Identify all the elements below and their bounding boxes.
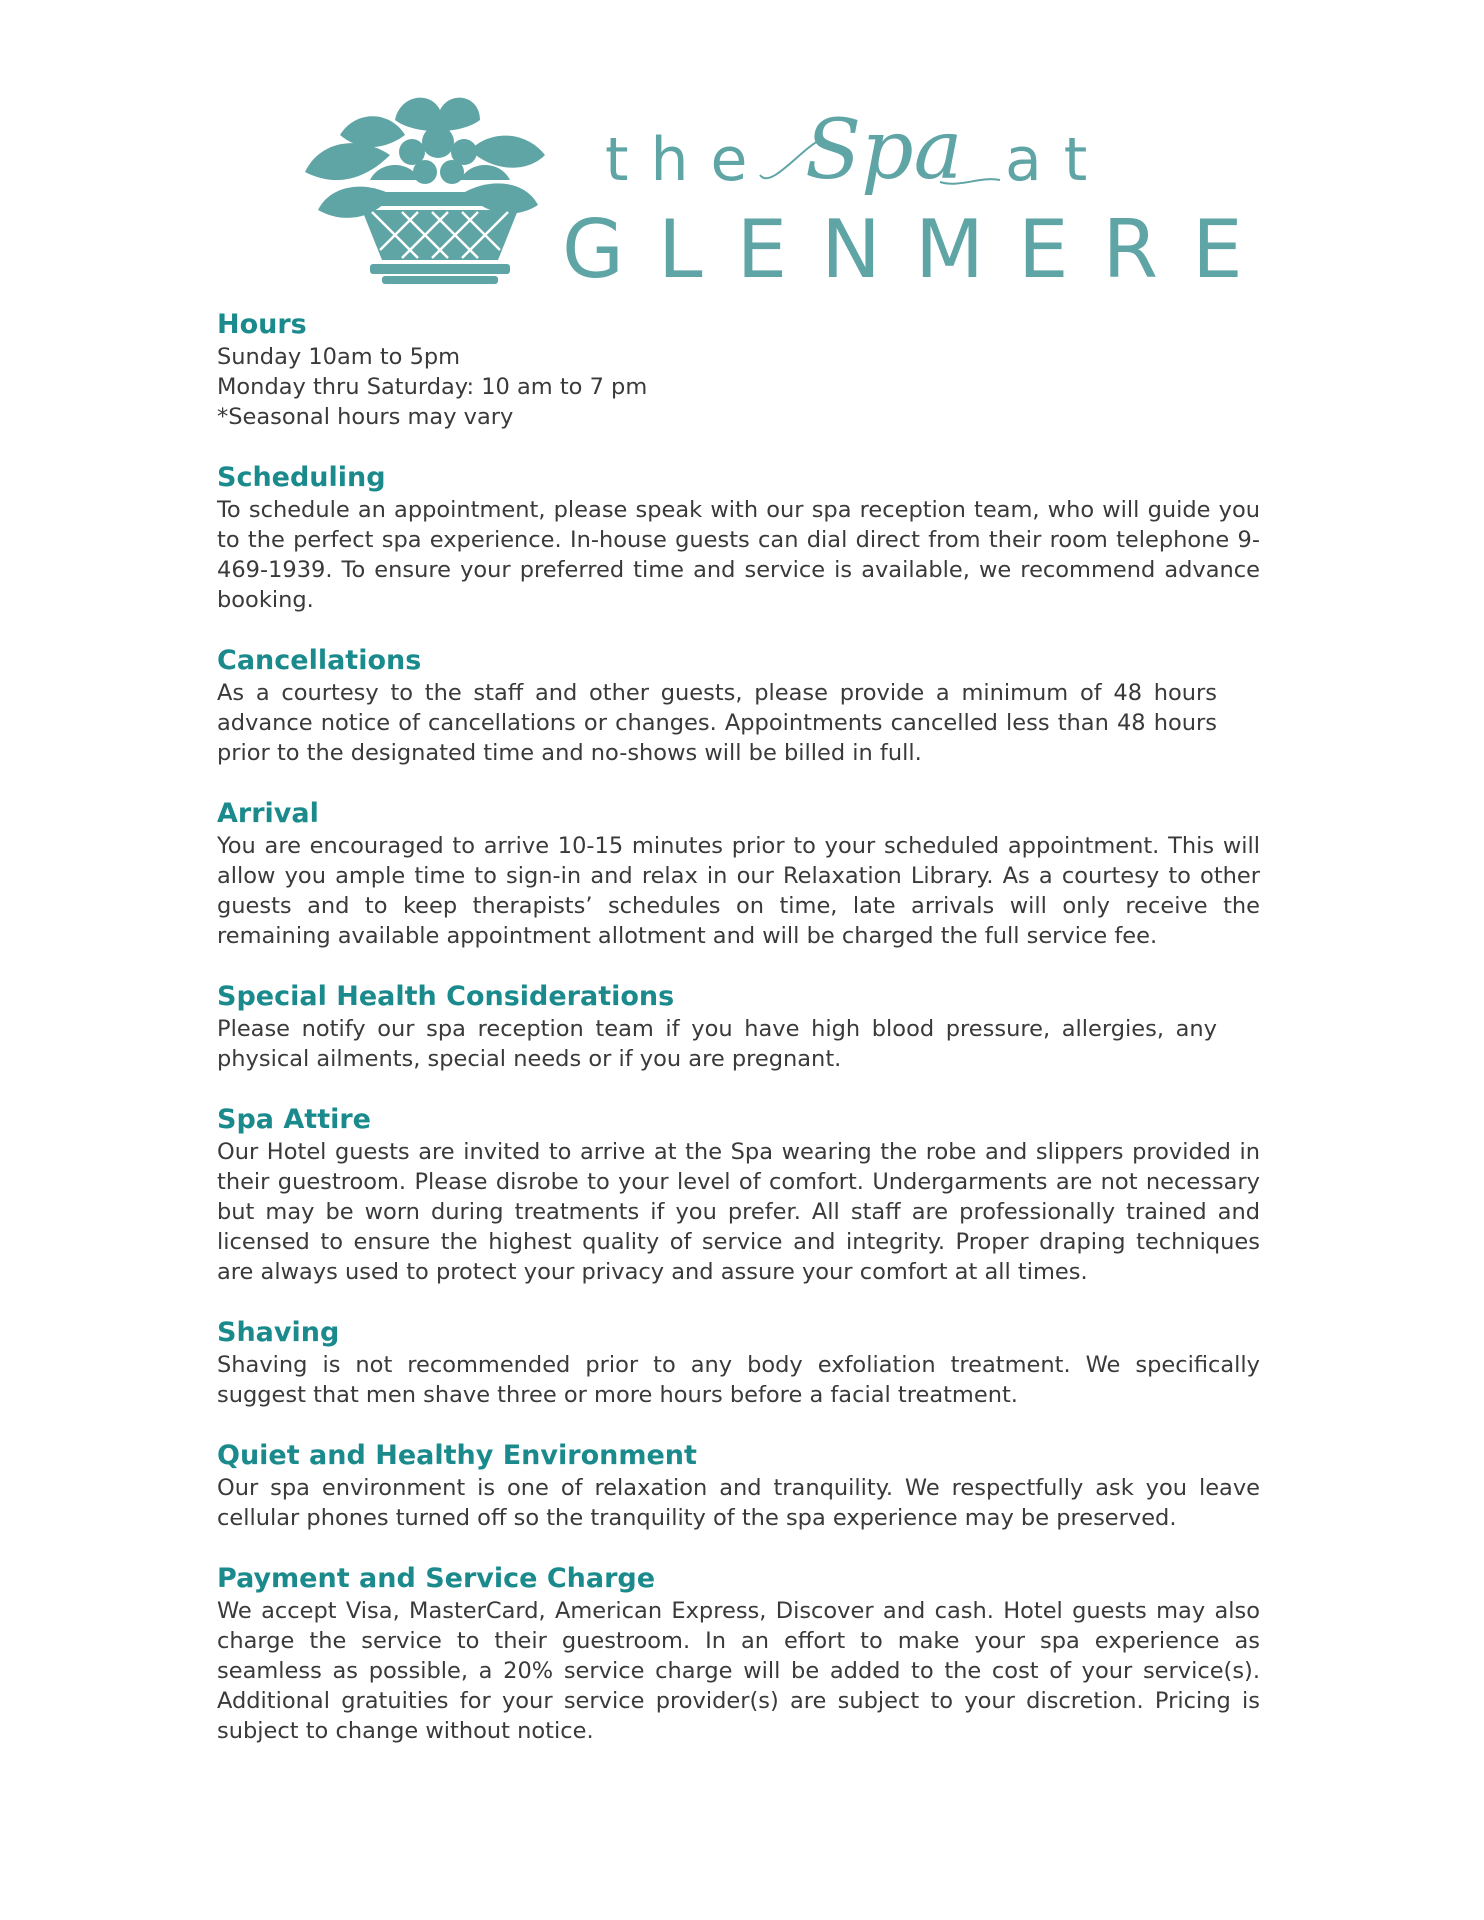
section-heading: Spa Attire [217, 1104, 371, 1135]
section-payment [217, 1562, 1260, 1746]
section-heading: Special Health Considerations [217, 981, 675, 1012]
policies-content [217, 308, 1260, 1775]
section-shaving [217, 1316, 1260, 1410]
section-attire [217, 1103, 1260, 1287]
section-cancellations [217, 644, 1260, 768]
section-body: Shaving is not recommended prior to any body exfoliation treatment. We specifically suggest that men shave three or more hours before a facial treatment. [217, 1352, 1260, 1408]
hours-line: Sunday 10am to 5pm [217, 344, 461, 370]
section-heading: Payment and Service Charge [217, 1563, 656, 1594]
section-environment [217, 1439, 1260, 1533]
section-heading: Scheduling [217, 462, 386, 493]
flower-basket-icon [305, 98, 545, 284]
section-arrival [217, 797, 1260, 951]
section-body: We accept Visa, MasterCard, American Express, Discover and cash. Hotel guests may also charge the service to their guestroom. In an effort to make your spa experience as seamless as possible, a 20% service charge will be added to the cost of your service(s). Additional gratuities for your service provider(s) are subject to your discretion. Pricing is subject to change without notice. [217, 1598, 1260, 1744]
section-body: Please notify our spa reception team if you have high blood pressure, allergies, any physical ailments, special needs or if you are pregnant. [217, 1016, 1217, 1072]
logo-word-at: at [1005, 125, 1110, 195]
section-body: Our Hotel guests are invited to arrive at the Spa wearing the robe and slippers provided in their guestroom. Please disrobe to your level of comfort. Undergarments are not necessary but may be worn during treatments if you prefer. All staff are professionally trained and licensed to ensure the highest quality of service and integrity. Proper draping techniques are always used to protect your privacy and assure your comfort at all times. [217, 1139, 1260, 1285]
section-body: Our spa environment is one of relaxation and tranquility. We respectfully ask you leave cellular phones turned off so the tranquility of the spa experience may be preserved. [217, 1475, 1260, 1531]
section-body: You are encouraged to arrive 10-15 minutes prior to your scheduled appointment. This will allow you ample time to sign-in and relax in our Relaxation Library. As a courtesy to other guests and to keep therapists’ schedules on time, late arrivals will only receive the remaining available appointment allotment and will be charged the full service fee. [217, 833, 1260, 949]
section-heading: Arrival [217, 798, 319, 829]
spa-logo [300, 80, 1277, 296]
section-health [217, 980, 1260, 1074]
section-body: To schedule an appointment, please speak with our spa reception team, who will guide you to the perfect spa experience. In-house guests can dial direct from their room telephone 9-469-1939. To ensure your preferred time and service is available, we recommend advance booking. [217, 497, 1260, 613]
logo-graphic [300, 80, 1277, 296]
section-hours [217, 308, 1260, 432]
logo-word-glenmere: GLENMERE [562, 203, 1277, 296]
hours-line: Monday thru Saturday: 10 am to 7 pm [217, 374, 648, 400]
section-heading: Hours [217, 309, 307, 340]
section-body: As a courtesy to the staff and other guests, please provide a minimum of 48 hours advance notice of cancellations or changes. Appointments cancelled less than 48 hours prior to the designated time and no-shows will be billed in full. [217, 680, 1217, 766]
section-heading: Cancellations [217, 645, 422, 676]
logo-word-spa: Spa [805, 103, 963, 198]
hours-line: *Seasonal hours may vary [217, 404, 514, 430]
section-heading: Quiet and Healthy Environment [217, 1440, 697, 1471]
logo-word-the: the [605, 125, 770, 195]
section-scheduling [217, 461, 1260, 615]
section-heading: Shaving [217, 1317, 340, 1348]
